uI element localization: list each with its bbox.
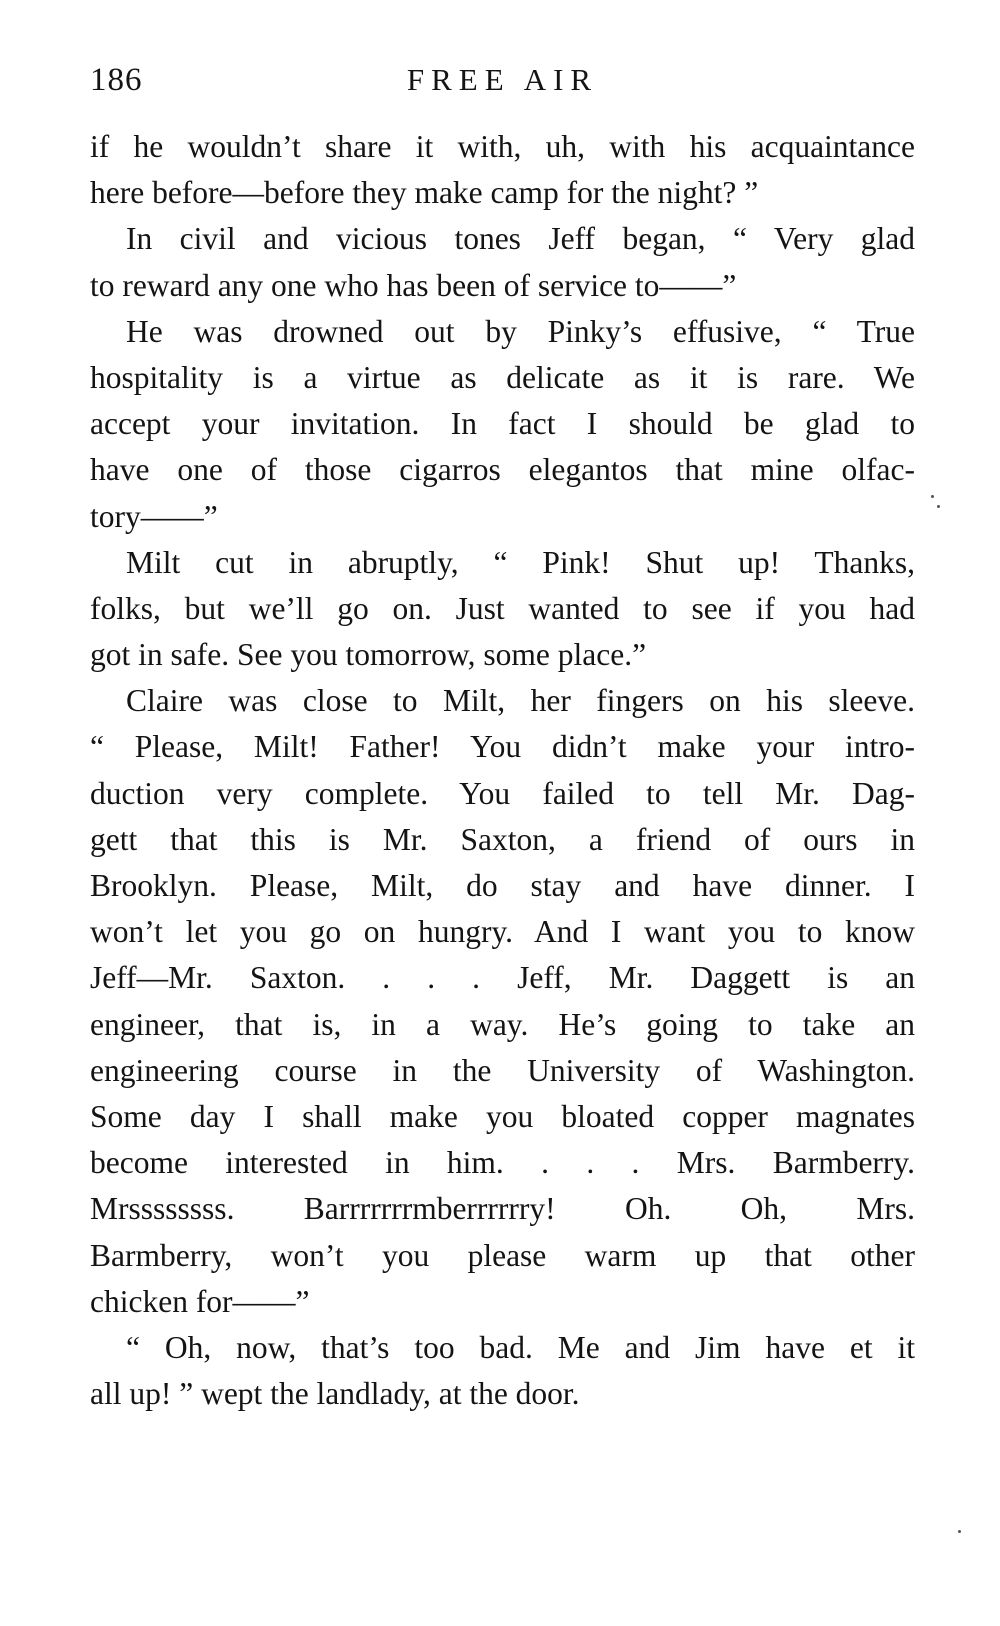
text-line: become interested in him. . . . Mrs. Barmberry. [90,1145,915,1181]
page-number: 186 [90,62,143,98]
text-line: Some day I shall make you bloated copper magnates [90,1098,915,1134]
text-line: “ Oh, now, that’s too bad. Me and Jim have et it [126,1329,915,1365]
text-line: “ Please, Milt! Father! You didn’t make your intro- [90,729,915,765]
text-line: Barmberry, won’t you please warm up that other [90,1237,915,1273]
text-line: all up! ” wept the landlady, at the door. [90,1376,580,1412]
text-line: if he wouldn’t share it with, uh, with his acquaintance [90,129,915,164]
margin-speck [937,505,940,508]
body-text [90,124,915,1417]
text-line: hospitality is a virtue as delicate as it is rare. We [90,359,915,395]
text-line: Jeff—Mr. Saxton. . . . Jeff, Mr. Daggett is an [90,960,915,996]
text-line: folks, but we’ll go on. Just wanted to see if you had [90,590,915,626]
running-head [90,62,915,102]
text-line: duction very complete. You failed to tell Mr. Dag- [90,775,915,811]
text-line: won’t let you go on hungry. And I want you to know [90,914,915,950]
text-line: Claire was close to Milt, her fingers on his sleeve. [126,683,915,719]
margin-speck [958,1530,961,1533]
text-line: engineer, that is, in a way. He’s going to take an [90,1006,915,1042]
text-line: Mrssssssss. Barrrrrrrmberrrrrry! Oh. Oh, Mrs. [90,1191,915,1227]
text-line: engineering course in the University of Washington. [90,1052,915,1088]
text-line: got in safe. See you tomorrow, some place.” [90,637,647,673]
text-line: In civil and vicious tones Jeff began, “ Very glad [126,221,915,257]
text-line: Milt cut in abruptly, “ Pink! Shut up! Thanks, [126,544,915,580]
text-line: chicken for——” [90,1283,310,1319]
text-line: accept your invitation. In fact I should be glad to [90,406,915,442]
text-line: here before—before they make camp for the night? ” [90,175,759,211]
book-title: FREE AIR [406,62,599,97]
text-line: gett that this is Mr. Saxton, a friend of ours in [90,821,915,857]
text-line: Brooklyn. Please, Milt, do stay and have dinner. I [90,868,915,903]
text-line: to reward any one who has been of service to——” [90,267,737,303]
text-line: He was drowned out by Pinky’s effusive, “ True [126,313,915,349]
text-line: tory——” [90,498,218,534]
text-line: have one of those cigarros elegantos that mine olfac- [90,452,915,488]
margin-speck [931,495,934,498]
